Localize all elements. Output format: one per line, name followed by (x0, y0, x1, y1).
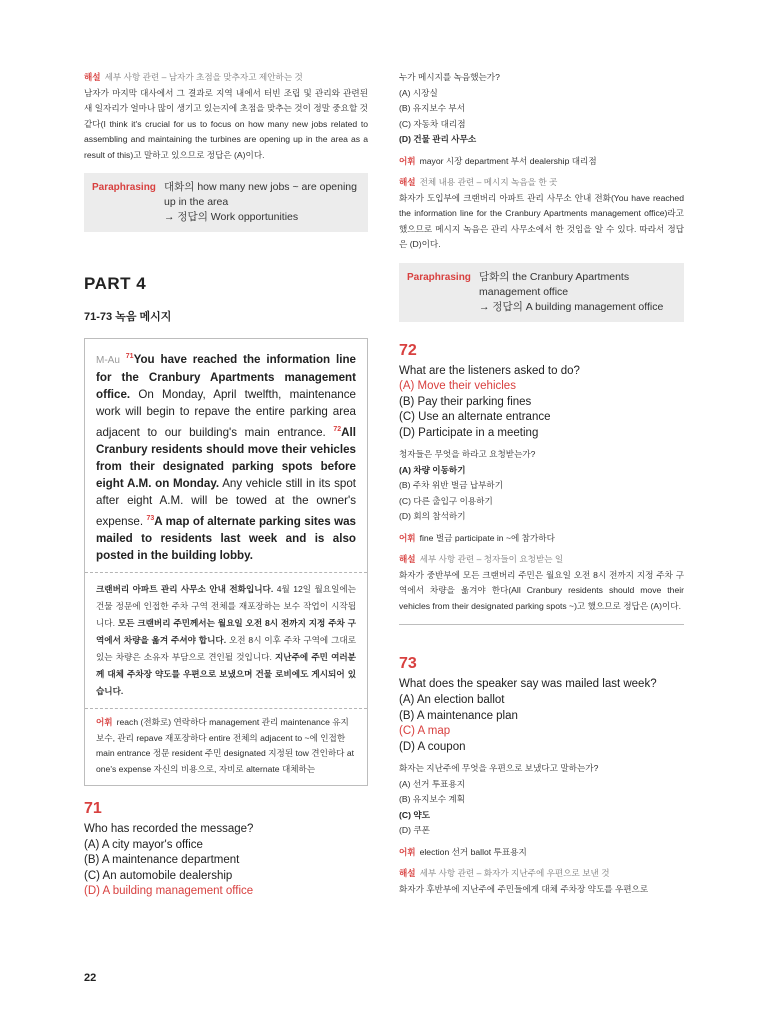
explanation-body: 남자가 마지막 대사에서 그 결과로 지역 내에서 터빈 조립 및 관리와 관련된 새 일자리가 얼마나 많이 생기고 있는지에 초점을 맞추는 것이 정말 중요할 것 같다(I think it's crucial for us to focus on how many new jobs related to assembling and maintaining the turbines are opening up in the area as a result of this)고 말하고 있으므로 정답은 (A)이다. (84, 87, 368, 160)
paraphrasing-source: 대화의 how many new jobs ~ are opening up in the area (164, 181, 357, 208)
q71-kr-block (399, 70, 684, 148)
q72-option-d: (D) Participate in a meeting (399, 426, 539, 439)
page-number: 22 (84, 972, 97, 984)
q71-vocab-label: 어휘 (399, 155, 416, 166)
script-korean (85, 572, 367, 708)
q72-vocab-text: fine 벌금 participate in ~에 참가하다 (419, 532, 555, 543)
q71-paraphrasing-source: 담화의 the Cranbury Apartments management office (479, 270, 630, 298)
q73-expl-label: 해설 (399, 868, 416, 879)
question-73-text: What does the speaker say was mailed last week? (399, 678, 657, 691)
q72-kr-question: 청자들은 무엇을 하라고 요청받는가? (399, 449, 536, 460)
paraphrasing-label: Paraphrasing (92, 182, 156, 193)
paraphrasing-box (84, 173, 368, 232)
q71-option-c: (C) An automobile dealership (84, 869, 233, 882)
q72-vocab-label: 어휘 (399, 532, 416, 543)
q72-kr-block (399, 447, 684, 525)
q71-option-a: (A) A city mayor's office (84, 838, 203, 851)
question-number-72: 72 (399, 341, 417, 359)
script-plain-1: On Monday, April twelfth, maintenance work will begin to repave the entire parking area adjacent to our building's main entrance. (96, 388, 356, 439)
q73-vocab-text: election 선거 ballot 투표용지 (419, 846, 527, 857)
q73-option-c-answer: (C) A map (399, 725, 451, 738)
question-ref-71: 71 (125, 353, 134, 360)
kr-bold-3: 지난주에 주민 여러분께 대체 주차장 약도를 우편으로 보냈으며 건물 로비에도 게시되어 있습니다. (96, 652, 356, 697)
script-sentence-71: You have reached the information line for the Cranbury Apartments management office. (96, 352, 356, 402)
question-ref-72: 72 (333, 425, 342, 433)
explanation-label: 해설 (84, 72, 101, 82)
q72-expl-label: 해설 (399, 554, 416, 565)
q71-expl-title: 전체 내용 관련 – 메시지 녹음을 한 곳 (419, 177, 558, 187)
q73-kr-block (399, 761, 684, 839)
left-column (84, 70, 368, 900)
q72-vocab (399, 531, 684, 547)
q71-kr-option-a: (A) 시장실 (399, 87, 438, 98)
speaker-label: M-Au (96, 354, 120, 366)
section-title: 71-73 녹음 메시지 (84, 311, 172, 323)
q71-vocab (399, 154, 684, 170)
q72-kr-option-b: (B) 주차 위반 벌금 납부하기 (399, 480, 504, 491)
kr-plain-2: 오전 8시 이후 주차 구역에 그대로 있는 차량은 소유자 부담으로 견인될 것입니다. (96, 635, 356, 663)
q73-kr-option-d: (D) 쿠폰 (399, 825, 430, 836)
q71-paraphrasing-answer: → 정답의 A building management office (479, 300, 664, 313)
q71-kr-question: 누가 메시지를 녹음했는가? (399, 72, 500, 82)
vocab-label: 어휘 (96, 717, 113, 728)
script-english (85, 339, 367, 572)
q72-option-b: (B) Pay their parking fines (399, 395, 532, 408)
q72-kr-option-d: (D) 회의 참석하기 (399, 511, 466, 522)
explanation-title: 세부 사항 관련 – 남자가 초점을 맞추자고 제안하는 것 (104, 72, 303, 82)
q72-expl-body: 화자가 중반부에 모든 크랜버리 주민은 월요일 오전 8시 전까지 지정 주차 구역에서 차량을 옮겨야 한다(All Cranbury residents should move their vehicles from their designated parking spots ~)고 했으므로 정답은 (A)이다. (399, 569, 684, 611)
kr-bold-1: 크랜버리 아파트 관리 사무소 안내 전화입니다. (96, 584, 274, 595)
question-number-71: 71 (84, 800, 102, 818)
q73-kr-option-b: (B) 유지보수 계획 (399, 794, 466, 805)
q71-kr-option-d-answer: (D) 건물 관리 사무소 (399, 134, 477, 144)
question-ref-73: 73 (146, 514, 155, 522)
vocab-text: reach (전화로) 연락하다 management 관리 maintenance 유지보수, 관리 repave 재포장하다 entire 전체의 adjacent to ~에 인접한 main entrance 정문 resident 주민 designated 지정된 tow 견인하다 at one's expense 자신의 비용으로, 자비로 alternate 대체하는 (96, 717, 355, 774)
script-sentence-73: A map of alternate parking sites was mailed to residents last week and is also posted in the building lobby. (96, 514, 356, 562)
divider (399, 624, 684, 625)
q73-vocab (399, 845, 684, 861)
q73-expl-body: 화자가 후반부에 지난주에 주민들에게 대체 주차장 약도를 우편으로 (399, 883, 649, 894)
script-plain-2: Any vehicle still in its spot after eight A.M. will be towed at the owner's expense. (96, 477, 356, 528)
q72-option-c: (C) Use an alternate entrance (399, 411, 551, 424)
q71-kr-option-c: (C) 자동차 대리점 (399, 118, 466, 129)
q71-paraphrasing-label: Paraphrasing (407, 271, 471, 283)
q73-option-d: (D) A coupon (399, 740, 466, 753)
q72-option-a-answer: (A) Move their vehicles (399, 380, 516, 393)
part-title: PART 4 (84, 274, 147, 293)
q73-kr-question: 화자는 지난주에 무엇을 우편으로 보냈다고 말하는가? (399, 763, 599, 774)
q72-explanation (399, 552, 684, 614)
q71-explanation (399, 175, 684, 253)
script-sentence-72: All Cranbury residents should move their vehicles from their designated parking spots before eight A.M. on Monday. (96, 425, 356, 491)
right-column (399, 70, 684, 897)
question-71-text: Who has recorded the message? (84, 823, 254, 836)
q73-option-b: (B) A maintenance plan (399, 709, 518, 722)
question-number-73: 73 (399, 655, 417, 673)
question-72-text: What are the listeners asked to do? (399, 364, 580, 377)
q71-expl-body: 화자가 도입부에 크랜버리 아파트 관리 사무소 안내 전화(You have reached the information line for the Cranbury Apartments management office)라고 했으므로 메시지 녹음은 관리 사무소에서 한 것임을 알 수 있다. 따라서 정답은 (D)이다. (399, 192, 684, 249)
q71-paraphrasing-box (399, 263, 684, 322)
q73-vocab-label: 어휘 (399, 846, 416, 857)
q73-kr-option-c-answer: (C) 약도 (399, 809, 430, 820)
q72-kr-option-c: (C) 다른 출입구 이용하기 (399, 495, 493, 506)
q72-kr-option-a-answer: (A) 차량 이동하기 (399, 464, 466, 475)
script-vocab (85, 708, 367, 785)
q73-expl-title: 세부 사항 관련 – 화자가 지난주에 우편으로 보낸 것 (419, 868, 610, 879)
q73-kr-option-a: (A) 선거 투표용지 (399, 778, 466, 789)
kr-bold-2: 모든 크랜버리 주민께서는 월요일 오전 8시 전까지 지정 주차 구역에서 차량을 옮겨 주셔야 합니다. (96, 618, 356, 646)
explanation-block (84, 70, 368, 163)
q71-kr-option-b: (B) 유지보수 부서 (399, 103, 466, 113)
kr-plain-1: 4월 12일 월요일에는 건물 정문에 인접한 주차 구역 전체를 재포장하는 보수 작업이 시작됩니다. (96, 584, 356, 629)
q71-expl-label: 해설 (399, 177, 416, 187)
paraphrasing-answer: → 정답의 Work opportunities (164, 211, 299, 223)
q71-option-d-answer: (D) A building management office (84, 885, 254, 898)
q73-option-a: (A) An election ballot (399, 694, 505, 707)
q71-vocab-text: mayor 시장 department 부서 dealership 대리점 (419, 155, 597, 166)
script-box (84, 338, 368, 786)
q72-expl-title: 세부 사항 관련 – 청자들이 요청받는 일 (419, 554, 564, 565)
q73-explanation (399, 866, 684, 897)
q71-option-b: (B) A maintenance department (84, 854, 240, 867)
